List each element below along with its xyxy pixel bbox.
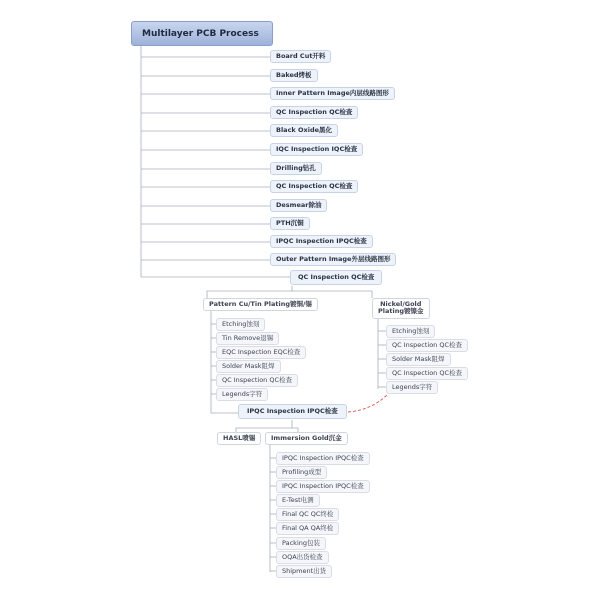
finish-immersion-gold[interactable]: Immersion Gold沉金	[265, 432, 348, 445]
final-step-packing[interactable]: Packing包装	[276, 537, 326, 550]
step-qc-inspection-1[interactable]: QC Inspection QC检查	[270, 106, 358, 119]
step-pth[interactable]: PTH沉铜	[270, 217, 310, 230]
step-desmear[interactable]: Desmear除油	[270, 199, 327, 212]
left-step-solder-mask[interactable]: Solder Mask阻焊	[216, 360, 281, 373]
left-step-legends[interactable]: Legends字符	[216, 388, 268, 401]
branch-nickel-gold-title-1: Nickel/Gold	[380, 300, 422, 308]
step-inner-pattern-image[interactable]: Inner Pattern Image内层线路图形	[270, 87, 395, 100]
final-step-oqa[interactable]: OQA出货检查	[276, 551, 329, 564]
final-step-e-test[interactable]: E-Test电测	[276, 494, 320, 507]
relation-dashed-line	[348, 394, 388, 412]
step-qc-inspection-2[interactable]: QC Inspection QC检查	[270, 180, 358, 193]
right-step-qc-inspection-2[interactable]: QC Inspection QC检查	[386, 367, 468, 380]
final-step-ipqc-2[interactable]: IPQC Inspection IPQC检查	[276, 480, 370, 493]
final-step-profiling[interactable]: Profiling成型	[276, 466, 327, 479]
left-step-eqc-inspection[interactable]: EQC Inspection EQC检查	[216, 346, 306, 359]
left-step-etching[interactable]: Etching蚀刻	[216, 318, 265, 331]
final-step-final-qc[interactable]: Final QC QC终检	[276, 508, 339, 521]
branch-nickel-gold-title-2: Plating镀镍金	[378, 307, 424, 316]
branch-pattern-plating[interactable]: Pattern Cu/Tin Plating镀铜/锡	[203, 298, 318, 311]
right-step-etching[interactable]: Etching蚀刻	[386, 325, 435, 338]
left-step-tin-remove[interactable]: Tin Remove退锡	[216, 332, 279, 345]
finish-hasl[interactable]: HASL喷锡	[217, 432, 261, 445]
step-drilling[interactable]: Drilling钻孔	[270, 162, 322, 175]
right-step-qc-inspection-1[interactable]: QC Inspection QC检查	[386, 339, 468, 352]
step-black-oxide[interactable]: Black Oxide黑化	[270, 124, 338, 137]
step-baked[interactable]: Baked烤板	[270, 69, 318, 82]
step-board-cut[interactable]: Board Cut开料	[270, 50, 331, 63]
final-step-final-qa[interactable]: Final QA QA终检	[276, 522, 339, 535]
split-line	[207, 286, 292, 298]
final-step-shipment[interactable]: Shipment出货	[276, 565, 332, 578]
left-step-qc-inspection[interactable]: QC Inspection QC检查	[216, 374, 298, 387]
merge-ipqc-inspection[interactable]: IPQC Inspection IPQC检查	[238, 404, 347, 419]
final-step-ipqc-1[interactable]: IPQC Inspection IPQC检查	[276, 452, 370, 465]
right-step-solder-mask[interactable]: Solder Mask阻焊	[386, 353, 451, 366]
step-outer-pattern-image[interactable]: Outer Pattern Image外层线路图形	[270, 253, 396, 266]
step-iqc-inspection[interactable]: IQC Inspection IQC检查	[270, 143, 363, 156]
finish-split-line	[236, 420, 292, 432]
root-topic[interactable]: Multilayer PCB Process	[131, 21, 273, 46]
step-qc-inspection-3[interactable]: QC Inspection QC检查	[290, 270, 382, 285]
step-ipqc-inspection[interactable]: IPQC Inspection IPQC检查	[270, 235, 373, 248]
right-step-legends[interactable]: Legends字符	[386, 381, 438, 394]
branch-nickel-gold-plating[interactable]	[372, 298, 430, 319]
